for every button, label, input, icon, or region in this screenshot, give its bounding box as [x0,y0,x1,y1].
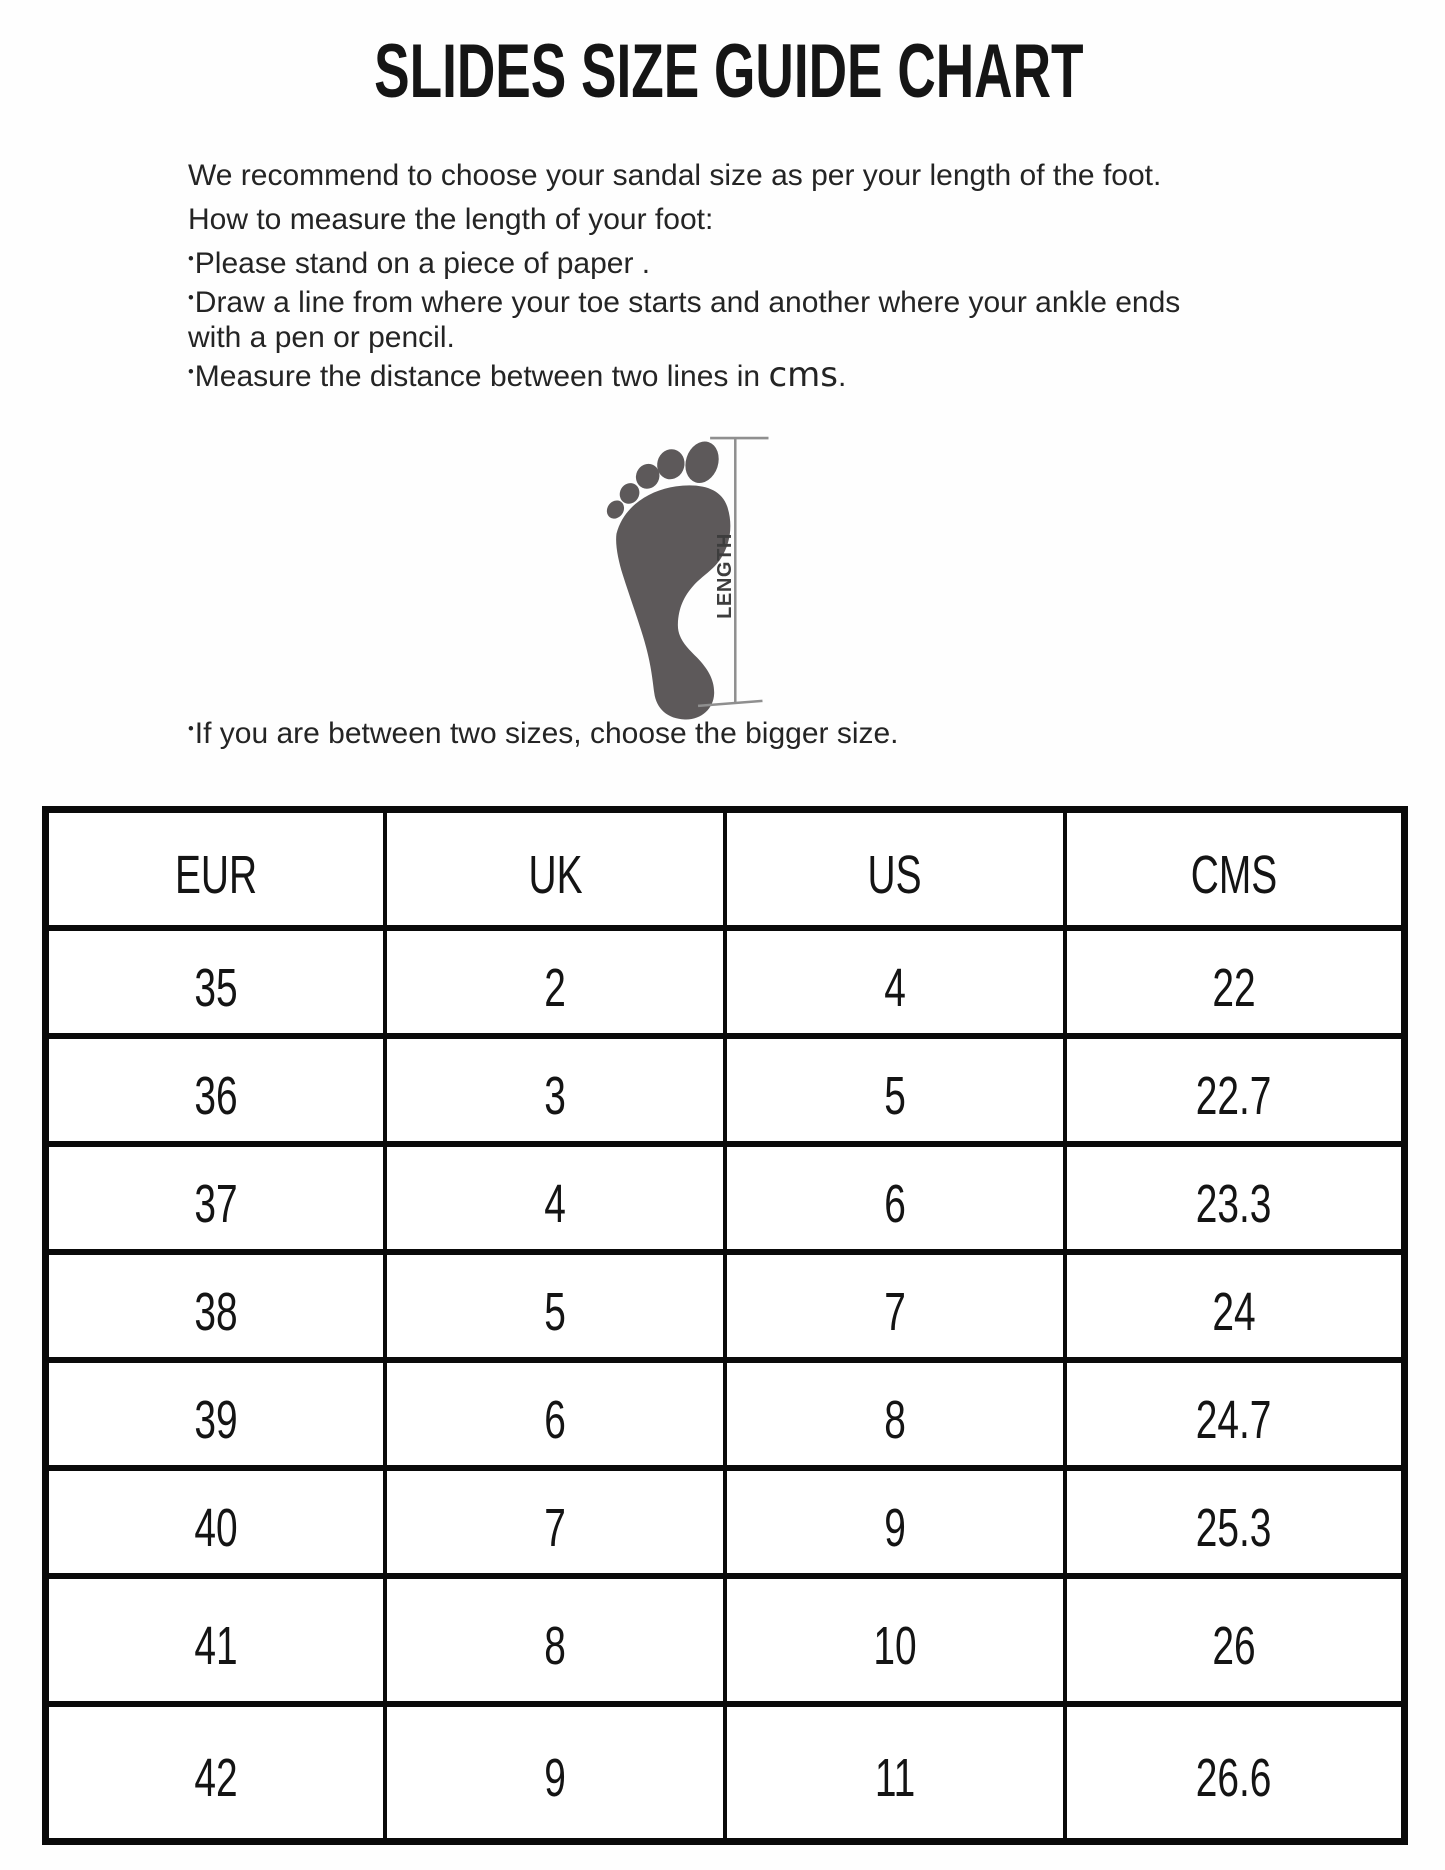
table-row [46,928,1405,1036]
table-row [46,1360,1405,1468]
table-cell: 7 [385,1468,725,1576]
bullet-stand-text: Please stand on a piece of paper . [194,247,651,281]
table-cell: 37 [46,1144,386,1252]
table-cell: 25.3 [1065,1468,1405,1576]
table-row [46,1144,1405,1252]
table-cell: 35 [46,928,386,1036]
table-row [46,1576,1405,1704]
table-cell: 42 [46,1704,386,1842]
table-cell: 7 [725,1252,1065,1360]
bullet-draw-text-line1: Draw a line from where your toe starts and another where your ankle ends [194,286,1181,320]
table-cell: 26.6 [1065,1704,1405,1842]
table-cell: 22.7 [1065,1036,1405,1144]
intro-line-2: How to measure the length of your foot: [188,203,714,236]
foot-measurement-figure [593,430,795,722]
table-cell: 5 [725,1036,1065,1144]
bullet-dot: • [188,250,194,268]
bullet-dot: • [188,289,194,308]
table-row [46,1468,1405,1576]
table-cell: 3 [385,1036,725,1144]
bullet-measure-distance [0,355,1445,394]
header-cell-eur: EUR [46,810,386,928]
table-cell: 38 [46,1252,386,1360]
size-table [42,806,1408,1845]
table-cell: 40 [46,1468,386,1576]
table-cell: 6 [725,1144,1065,1252]
table-cell: 8 [385,1576,725,1704]
table-cell: 9 [725,1468,1065,1576]
table-cell: 6 [385,1360,725,1468]
table-cell: 26 [1065,1576,1405,1704]
table-cell: 2 [385,928,725,1036]
table-row [46,1704,1405,1842]
table-cell: 9 [385,1704,725,1842]
table-cell: 39 [46,1360,386,1468]
table-cell: 41 [46,1576,386,1704]
size-table-header [46,810,1405,928]
header-cell-uk: UK [385,810,725,928]
intro-line-1: We recommend to choose your sandal size as per your length of the foot. [188,159,1162,192]
table-row [46,1252,1405,1360]
bullet-between-text: If you are between two sizes, choose the bigger size. [194,717,899,751]
foot-sole-shape [616,485,730,719]
footprint-icon [593,430,795,722]
bullet-dot: • [188,363,194,382]
table-cell: 4 [725,928,1065,1036]
table-cell: 11 [725,1704,1065,1842]
bullet-draw-line [0,281,1445,355]
table-cell: 23.3 [1065,1144,1405,1252]
header-cell-cms: CMS [1065,810,1405,928]
size-table-body [46,928,1405,1842]
bullet-stand-on-paper [0,242,1445,281]
table-row [46,1036,1405,1144]
table-cell: 5 [385,1252,725,1360]
header-row [46,810,1405,928]
table-cell: 10 [725,1576,1065,1704]
bullet-measure-period: . [837,360,847,394]
bullet-measure-text: Measure the distance between two lines in [194,360,769,394]
table-cell: 8 [725,1360,1065,1468]
table-cell: 24 [1065,1252,1405,1360]
bullet-dot: • [188,720,194,739]
table-cell: 4 [385,1144,725,1252]
table-cell: 22 [1065,928,1405,1036]
cms-unit-text: cms [768,355,838,396]
page-title [0,29,1445,114]
table-cell: 36 [46,1036,386,1144]
table-cell: 24.7 [1065,1360,1405,1468]
bullet-draw-text-line2: with a pen or pencil. [188,321,455,355]
length-label: LENGTH [714,533,737,619]
intro-text [0,154,1445,242]
page-title-text: SLIDES SIZE GUIDE CHART [373,29,1084,114]
header-cell-us: US [725,810,1065,928]
